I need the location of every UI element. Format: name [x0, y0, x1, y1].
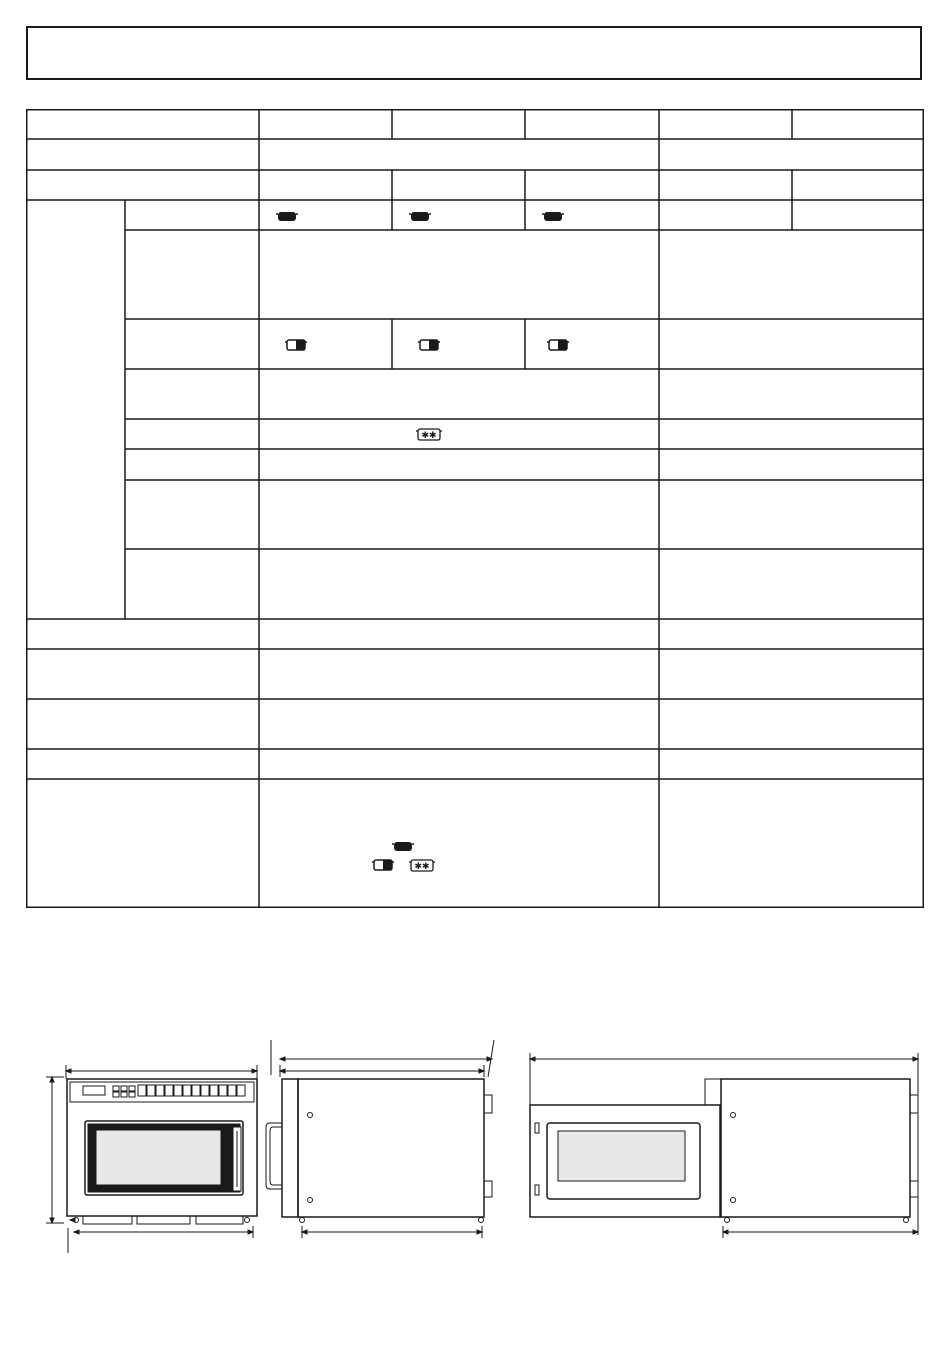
- svg-text:✱✱: ✱✱: [414, 862, 430, 872]
- spec-table: [26, 109, 924, 908]
- svg-text:✱✱: ✱✱: [421, 431, 437, 441]
- defrost-icon-2: [418, 340, 440, 350]
- front-view: [46, 1065, 257, 1253]
- side-view-door-open: [530, 1053, 918, 1238]
- full-power-icon-2: [409, 212, 431, 221]
- full-power-icon-3: [542, 212, 564, 221]
- full-power-icon-1: [276, 212, 298, 221]
- legend-frozen-icon: [409, 860, 435, 872]
- spec-table-grid: [26, 109, 924, 908]
- title-box: [26, 26, 922, 80]
- defrost-icon-3: [547, 340, 569, 350]
- defrost-icon-1: [285, 340, 307, 350]
- legend-defrost-icon: [372, 860, 394, 870]
- frozen-icon-1: [416, 429, 442, 441]
- side-view: [266, 1040, 494, 1238]
- legend-full-power-icon: [392, 842, 414, 851]
- dimension-drawings: [30, 1035, 925, 1265]
